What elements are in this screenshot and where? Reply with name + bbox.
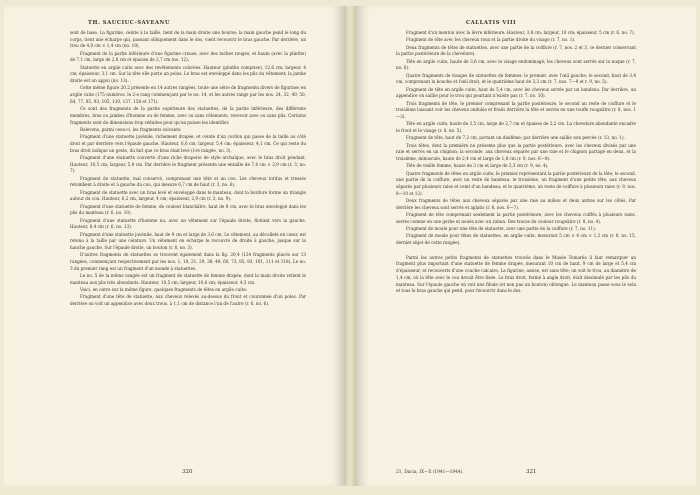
paragraph: D'autres fragments de statuettes se trouvent également dans la fig. 20,4 (124 fragments placés sur 13 rangées, commençant respectivement par les nos. 1, 10, 21, 29, 38, 49, 60, 73, 85, 93, 101, 111 et 118). Le no. 3 du premier rang est un fragment d'un monde à statuettes. (70, 252, 306, 271)
paragraph: Fragment de moule pour têtes de statuettes, en argile cuite, mesurant 5 cm × 4 cm × 1,2 cm (r. 8, no. 15, dernier objet de cette rangée). (396, 233, 636, 245)
paragraph: Quatre fragments de têtes en argile cuite, le premier représentant la partie postérieure de la tête; le second, une partie de la coiffure, avec un reste de bandeau; le troisième, un fragment d'une petite tête, aux cheveux séparés par plusieurs raies et ceint d'un bandeau; et le quatrième, un reste de coiffure à plusieurs raies (r. 9, nos. 8—10 et 12). (396, 170, 636, 196)
paragraph: Tête en argile cuite, haute de 3,5 cm, large de 2,7 cm et épaisse de 2,2 cm. La chevelure abondante encadre le front et le visage (r. 8, no. 5). (396, 121, 636, 133)
book-gutter (344, 6, 356, 486)
paragraph: Fragment d'une statuette de femme, de couleur blanchâtre, haut de 8 cm, avec le bras enveloppé dans les plis du manteau (r. 6, no. 10). (70, 203, 306, 216)
paragraph: Deux fragments de têtes de statuettes, avec une partie de la coiffure (r. 7, nos. 2 et 3, ce dernier conservant la partie postérieure de la chevelure). (396, 44, 636, 57)
paragraph: Fragment d'une statuette juvénile, haut de 9 cm et large de 3,6 cm. Le vêtement, au décolleté en cœur, est retenu à la taille par une ceinture. Un vêtement en écharpe le recouvre de droite à gauche, jusque sur la hanche gauche. Sur l'épaule droite, un bouton (r. 8, no. 3). (70, 231, 306, 250)
paragraph: Fragment de tête avec les cheveux roux et la partie droite du visage (r. 7, no. 1). (406, 37, 576, 43)
paragraph: Le no. 5 de la même rangée est un fragment de statuette de femme drapée, dont la main droite retient le manteau aux plis très abondants. Hauteur, 10,5 cm; largeur, 10,6 cm; épaisseur, 4,5 cm. (70, 272, 306, 285)
right-running-head: CALLATIS VIII (466, 20, 517, 26)
paragraph: Fragment d'une tête de statuette, aux cheveux relevés au-dessus du front et couronnée d'un polos. Par derrière on voit un appendice avec deux trous, à 1,1 cm de distance l'un de l'autre (r. 6, no. 6). (70, 294, 306, 306)
paragraph: Statuette en argile cuite avec des revêtements colorées. Hauteur (plinthe comprise), 12,6 cm; largeur, 4 cm; épaisseur, 3,1 cm. Sur la tête elle porte un polos. Le bras est enveloppé dans les plis du vêtement; la jambe droite est un appui (no. 13). (70, 64, 306, 84)
paragraph: sent de base. La figurine, ceinte à la taille, tient de la main droite une bourse; la main gauche pend le long du corps, tient une écharpe qui, passant obliquement dans le dos, vient recouvrir le bras gauche. Par derrière, un trou de 4,0 cm × 1,4 cm (no. 19). (70, 30, 306, 49)
left-page-number: 320 (182, 469, 193, 475)
paragraph: Trois têtes, dont la première ne présente plus que la partie postérieure, avec les cheveux divisés par une raie et serrés en un chignon; la seconde, aux cheveux séparés par une raie et le chignon partagé en deux, et la troisième, minuscule, haute de 2,4 cm et large de 1,8 cm (r. 9, nos. 6—8). (396, 142, 636, 161)
paragraph: Tête en argile cuite, haute de 3,6 cm, avec le visage endommagé; les cheveux sont serrés sur la nuque (r. 7, no. 6). (396, 58, 636, 71)
paragraph: Cette même figure 20,2 présente en 14 autres rangées, toute une série de fragments divers de figurines en argile cuite (175 numéros, le 2-e rang commençant par le no. 14, et les autres rangs par les nos. 24, 32, 40, 50, 64, 77, 85, 93, 105, 120, 137, 158 et 171). (70, 85, 306, 104)
paragraph: Fragment d'une statuette couverte d'une riche draperie de style archaïque, avec le bras droit pendant. Hauteur, 10,5 cm; largeur, 5,9 cm. Par derrière le fragment présente une entaille de 7,4 cm × 2,9 cm (r. 3, no. 7). (70, 154, 306, 174)
paragraph: Fragment d'une statuette juvénile, richement drapée, et ceinte d'un cordon qui passe de la taille au côté droit et par derrière vers l'épaule gauche. Hauteur, 6,6 cm; largeur, 5,4 cm; épaisseur, 4,1 cm. Ce qui reste du bras droit indique un geste, du fait que ce bras était levé (l-re rangée, no. 3). (70, 134, 306, 153)
right-page-text (396, 30, 636, 296)
left-page-text (70, 30, 306, 308)
paragraph: Fragment de tête comprenant seulement la partie postérieure, avec les cheveux coiffés à plusieurs raies, serrés comme en une gerbe et noués avec un ruban. Des traces de couleur rougeâtre (r. 8, no. 4). (396, 212, 636, 224)
right-page-number: 321 (526, 469, 537, 475)
right-page-footer: 21, Dacia, IX—X (1941—1944). (396, 470, 464, 475)
paragraph: Fragment de statuette avec un bras levé et enveloppé dans le manteau, dont la bordure forme un triangle autour du cou. Hauteur, 6,2 cm, largeur, 4 cm; épaisseur, 2,9 cm (r. 3, no. 9). (70, 189, 306, 202)
paragraph: Fragment d'une statuette d'homme nu, avec un vêtement sur l'épaule droite, flottant vers la gauche. Hauteur, 8,4 cm (r. 6, no. 13). (70, 217, 306, 230)
paragraph: Relevons, parmi ceux-ci, les fragments suivants: (80, 126, 182, 132)
paragraph: Parmi les autres petits fragments de statuettes trouvés dans le Musée Tomaréa il faut remarquer un fragment plus important d'une statuette de femme drapée, mesurant 10 cm de haut, 9 cm de large et 5,4 cm d'épaisseur, et recouverts d'une couche calcaire. La figurine, assise, est sans tête; on voit le trou, au diamètre de 1,4 cm, où la tête avec le cou devait être fixée. Le bras droit, fermé à angle droit, était dissimulé par les plis du manteau. Sur l'épaule gauche on voit une fibule (et non pas un bouton) oblongue. Le manteau passe sous le sein et tous le bras gauche qui pend, pour recouvrir dans le dos. (396, 254, 636, 294)
paragraph: Ce sont des fragments de la partie supérieure des statuettes, de la partie inférieure, des différents membres, bras ou jambes d'homme ou de femme, avec ou sans vêtements, recevoir avec ou sans plis. Certains fragments sont de dimensions trop réduites pour qu'on puisse les identifier. (70, 106, 306, 125)
paragraph: Fragment de tête en argile cuite, haut de 5,4 cm, avec les cheveux serrés par un bandeau. Par derrière, un appendice on saillie pour le trou qui pourtant n'existe pas (r. 7, no. 10). (396, 86, 636, 99)
paragraph: Fragment de statuette, mal conservé, comprenant une tête et un cou. Les cheveux tordus et tressés retombent à droite et à gauche du cou, qui mesure 6,7 cm de haut (r. 3, no. 6). (70, 175, 306, 188)
left-running-head: TH. SAUCIUC-SAVEANU (88, 20, 171, 26)
paragraph: Deux fragments de têtes aux cheveux séparés par une raie au milieu et deux autres sur les côtés. Par derrière les cheveux sont serrés et aplatis (r. 8, nos. 6—7). (396, 198, 636, 210)
right-page (356, 6, 696, 486)
paragraph: Fragment d'un menton avec la lèvre inférieure. Hauteur, 3,8 cm; largeur, 10 cm; épaisseur, 5 cm (r. 6, no. 7). (406, 30, 635, 35)
paragraph: Trois fragments de tête, le premier comprenant la partie postérieure, le second un reste de coiffure et le troisième laissant voir les cheveux ondulés et frisés derrière la tête et serrés en une touffe rougeâtre (r. 8, nos. 1—3). (396, 100, 636, 119)
paragraph: Voici, en outre sur la même figure, quelques fragments de têtes en argile cuite: (80, 286, 248, 292)
paragraph: Fragment de moule pour une tête de statuette, avec une partie de la coiffure (r. 7, no. 11). (406, 226, 597, 231)
paragraph: Quatre fragments de visages de statuettes de femmes: le premier, avec l'œil gauche; le second, haut de 3,4 cm, comprenant la bouche et l'œil droit, et le quatrième haut de 3,3 cm (r. 7, nos. 7—9 et r. 9, no. 5). (396, 72, 636, 85)
paragraph: Tête de vieille femme, haute de 3 cm et large de 2,3 cm (r. 9, no. 4). (406, 163, 549, 169)
paragraph: Fragment de tête, haut de 7,2 cm, portant un diadème; par derrière une saillie non percée (r. 13, no. 1). (406, 135, 625, 141)
left-page (4, 6, 344, 486)
paragraph: Fragment de la partie inférieure d'une figurine creuse, avec des taches rouges, et haute (avec la plinthe) de 7,1 cm, large de 2,8 cm et épaisse de 2,7 cm (no. 12). (70, 50, 306, 63)
